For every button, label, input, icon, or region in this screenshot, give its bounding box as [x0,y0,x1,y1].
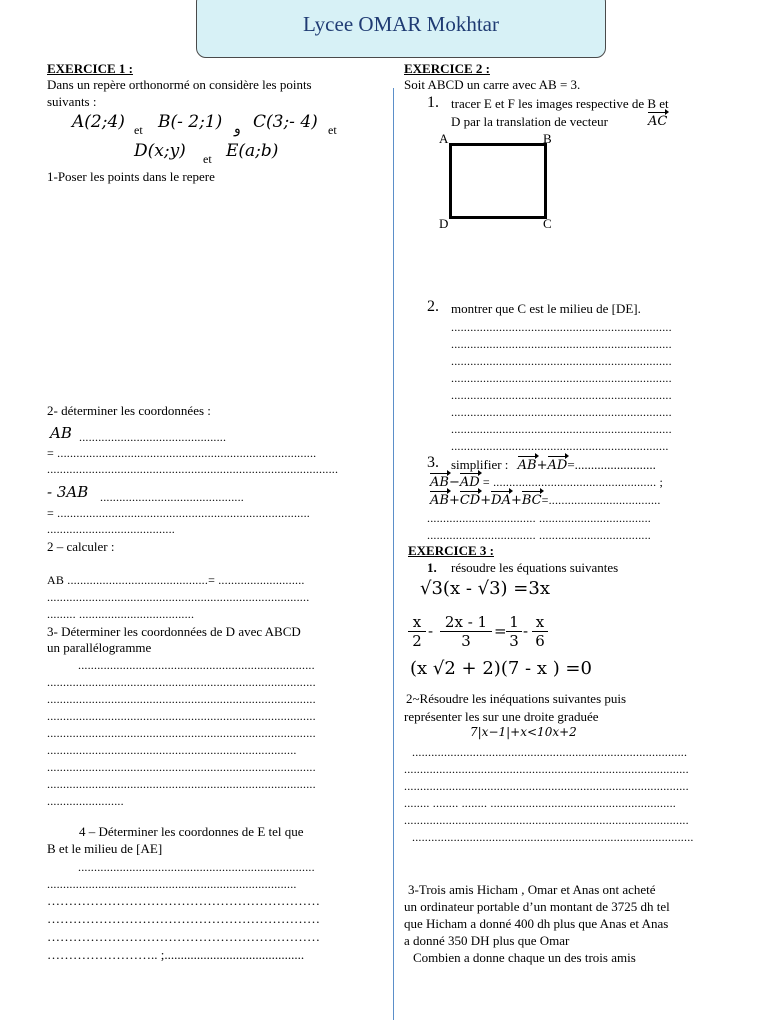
ex1-calculate: 2 – calculer : [47,539,115,554]
ex1-question-4-cont: B et le milieu de [AE] [47,841,163,856]
point-e: E(a;b) [226,141,279,161]
ex3-question-3-line2: un ordinateur portable d’un montant de 3725 dh tel [404,899,670,914]
vector-ac [648,114,667,129]
vec-ab: AB [430,475,449,490]
minus-sign: - [523,622,529,640]
page-title: Lycee OMAR Mokhtar [303,12,499,36]
answer-line: .............................................................................. [47,877,297,891]
point-b: B(- 2;1) [158,112,223,132]
answer-line: .................................................................................... [47,675,316,689]
minus-sign: - [428,622,434,640]
equals-sign: = [494,622,507,640]
vector-minus-3ab: - 3AB [47,483,89,501]
answer-line: ..................................................................... [451,422,672,436]
answer-line: .......................................................................... [78,658,315,672]
answer-line: ........................ [47,794,124,808]
answer-line: .................................................................................... [47,709,316,723]
simplify-label: simplifier : [451,457,509,472]
ex3-q1-number: 1. [427,560,437,575]
point-d: D(x;y) [134,141,186,161]
ex1-question-1: 1-Poser les points dans le repere [47,169,215,184]
ex1-intro-line2: suivants : [47,94,97,109]
answer-line: .................................................................................... [47,692,316,706]
answer-line: ......... .................................... [47,607,195,621]
answer-line: .......................................................................... [78,860,315,874]
ex3-question-1: résoudre les équations suivantes [451,560,619,575]
title-box [196,0,606,58]
vec-ab: AB [517,458,537,473]
answer-line: .............................................. [79,430,227,444]
denominator: 3 [509,632,519,650]
answer-line: ...................................................................................... [412,745,688,759]
ex3-question-3-line3: que Hicham a donné 400 dh plus que Anas et Anas [404,916,669,931]
answer-line: ..................................................................... [451,354,672,368]
point-a: A(2;4) [72,112,125,132]
square-label-c: C [543,216,552,231]
ex1-question-3-cont: un parallélogramme [47,640,152,655]
numerator: x [532,613,548,632]
ex2-q1-number: 1. [427,94,439,111]
answer-line: ........ ........ ........ .......................................................... [404,796,676,810]
answer-line: ..................................................................... [451,371,672,385]
fraction-x-2 [408,613,426,650]
vec-da: DA [491,493,511,508]
answer-line: ..................................................................... [451,320,672,334]
answer-line: .................................................................................... [47,777,316,791]
ex2-q2-number: 2. [427,298,439,315]
numerator: 1 [506,613,522,632]
simplify-expr-3: AB+CD+DA+BC=................................... [430,493,661,508]
ex1-question-3: 3- Déterminer les coordonnées de D avec ABCD [47,624,301,639]
answer-line: .................................................................... [451,439,669,453]
answer-line: …………………….. ;........................................... [47,947,305,962]
fraction-x-6 [532,613,548,650]
inequation: 7|x−1|+x<10x+2 [470,725,577,739]
waw-label: و [234,122,241,137]
answer-line: ……………………………………………………… [47,911,320,926]
answer-line: ......................................................................................... [404,762,689,776]
answer-line: =......................... [567,457,656,472]
answer-line: .................................. ................................... [427,511,651,525]
denominator: 2 [412,632,422,650]
ex3-question-3-line4: a donné 350 DH plus que Omar [404,933,570,948]
numerator: x [408,613,426,632]
equation-3: (x √2 + 2)(7 - x ) =0 [410,658,592,679]
vec-cd: CD [459,493,481,508]
vector-ac-label: AC [648,114,668,129]
fraction-2x-1-3 [440,613,492,650]
answer-line: ..................................................................... [451,405,672,419]
ex2-question-1-cont: D par la translation de vecteur [451,114,609,129]
fraction-1-3 [506,613,522,650]
ex2-q3-number: 3. [427,454,439,471]
simplify-expr-2: AB−AD = ................................................... ; [430,475,664,490]
answer-line: ......................................................................................... [404,779,689,793]
answer-line: .................................................................................. [47,590,310,604]
ex1-question-2: 2- déterminer les coordonnées : [47,403,211,418]
vec-ad: AD [547,458,568,473]
et-label: et [134,123,143,137]
answer-line: ……………………………………………………… [47,893,320,908]
answer-line: .............................................................................. [47,743,297,757]
answer-line: ……………………………………………………… [47,929,320,944]
ex3-question-3: 3-Trois amis Hicham , Omar et Anas ont acheté [408,882,656,897]
point-c: C(3;- 4) [253,112,318,132]
square-label-d: D [439,216,449,231]
answer-line: ............................................. [100,490,244,504]
ex3-question-2: 2~Résoudre les inéquations suivantes puis [406,691,627,706]
vec-ab: AB [430,493,449,508]
answer-line: ..................................................................... [451,337,672,351]
vec-bc: BC [521,493,542,508]
ex2-question-1: tracer E et F les images respective de B et [451,96,669,111]
vec-ad: AD [459,475,480,490]
square-label-b: B [543,131,552,146]
equation-1: √3(x - √3) =3x [420,578,550,599]
denominator: 6 [535,632,545,650]
answer-line: .................................................................................... [47,726,316,740]
answer-line: =................................... [541,493,661,507]
ex3-question-3-line5: Combien a donne chaque un des trois amis [413,950,636,965]
answer-line: .................................................................................... [47,760,316,774]
answer-line: .................................. ................................... [427,528,651,542]
column-divider [393,88,394,1020]
et-label: et [328,123,337,137]
et-label: et [203,152,212,166]
square-label-a: A [439,131,449,146]
square-abcd [449,143,547,219]
answer-line: = ............................................................................... [47,506,310,520]
answer-line: ......................................................................................... [404,813,689,827]
answer-line: AB ............................................= ........................... [47,573,305,587]
ex1-heading: EXERCICE 1 : [47,61,133,76]
vector-ab: AB [50,424,72,442]
ex2-question-2: montrer que C est le milieu de [DE]. [451,301,641,316]
numerator: 2x - 1 [440,613,492,632]
answer-line: ........................................................................................ [412,830,694,844]
ex2-question-3: simplifier : AB+AD=......................... [451,457,656,473]
answer-line: ........................................................................................... [47,462,339,476]
answer-line: = ................................................................................. [47,446,317,460]
denominator: 3 [461,632,471,650]
ex2-intro: Soit ABCD un carre avec AB = 3. [404,77,581,92]
ex3-heading: EXERCICE 3 : [408,543,494,558]
ex1-intro-line1: Dans un repère orthonormé on considère les points [47,77,312,92]
answer-line: = ................................................... ; [482,475,664,489]
answer-line: ........................................ [47,522,175,536]
ex3-question-2-cont: représenter les sur une droite graduée [404,709,599,724]
ex2-heading: EXERCICE 2 : [404,61,490,76]
answer-line: ..................................................................... [451,388,672,402]
ex1-question-4: 4 – Déterminer les coordonnes de E tel que [79,824,304,839]
